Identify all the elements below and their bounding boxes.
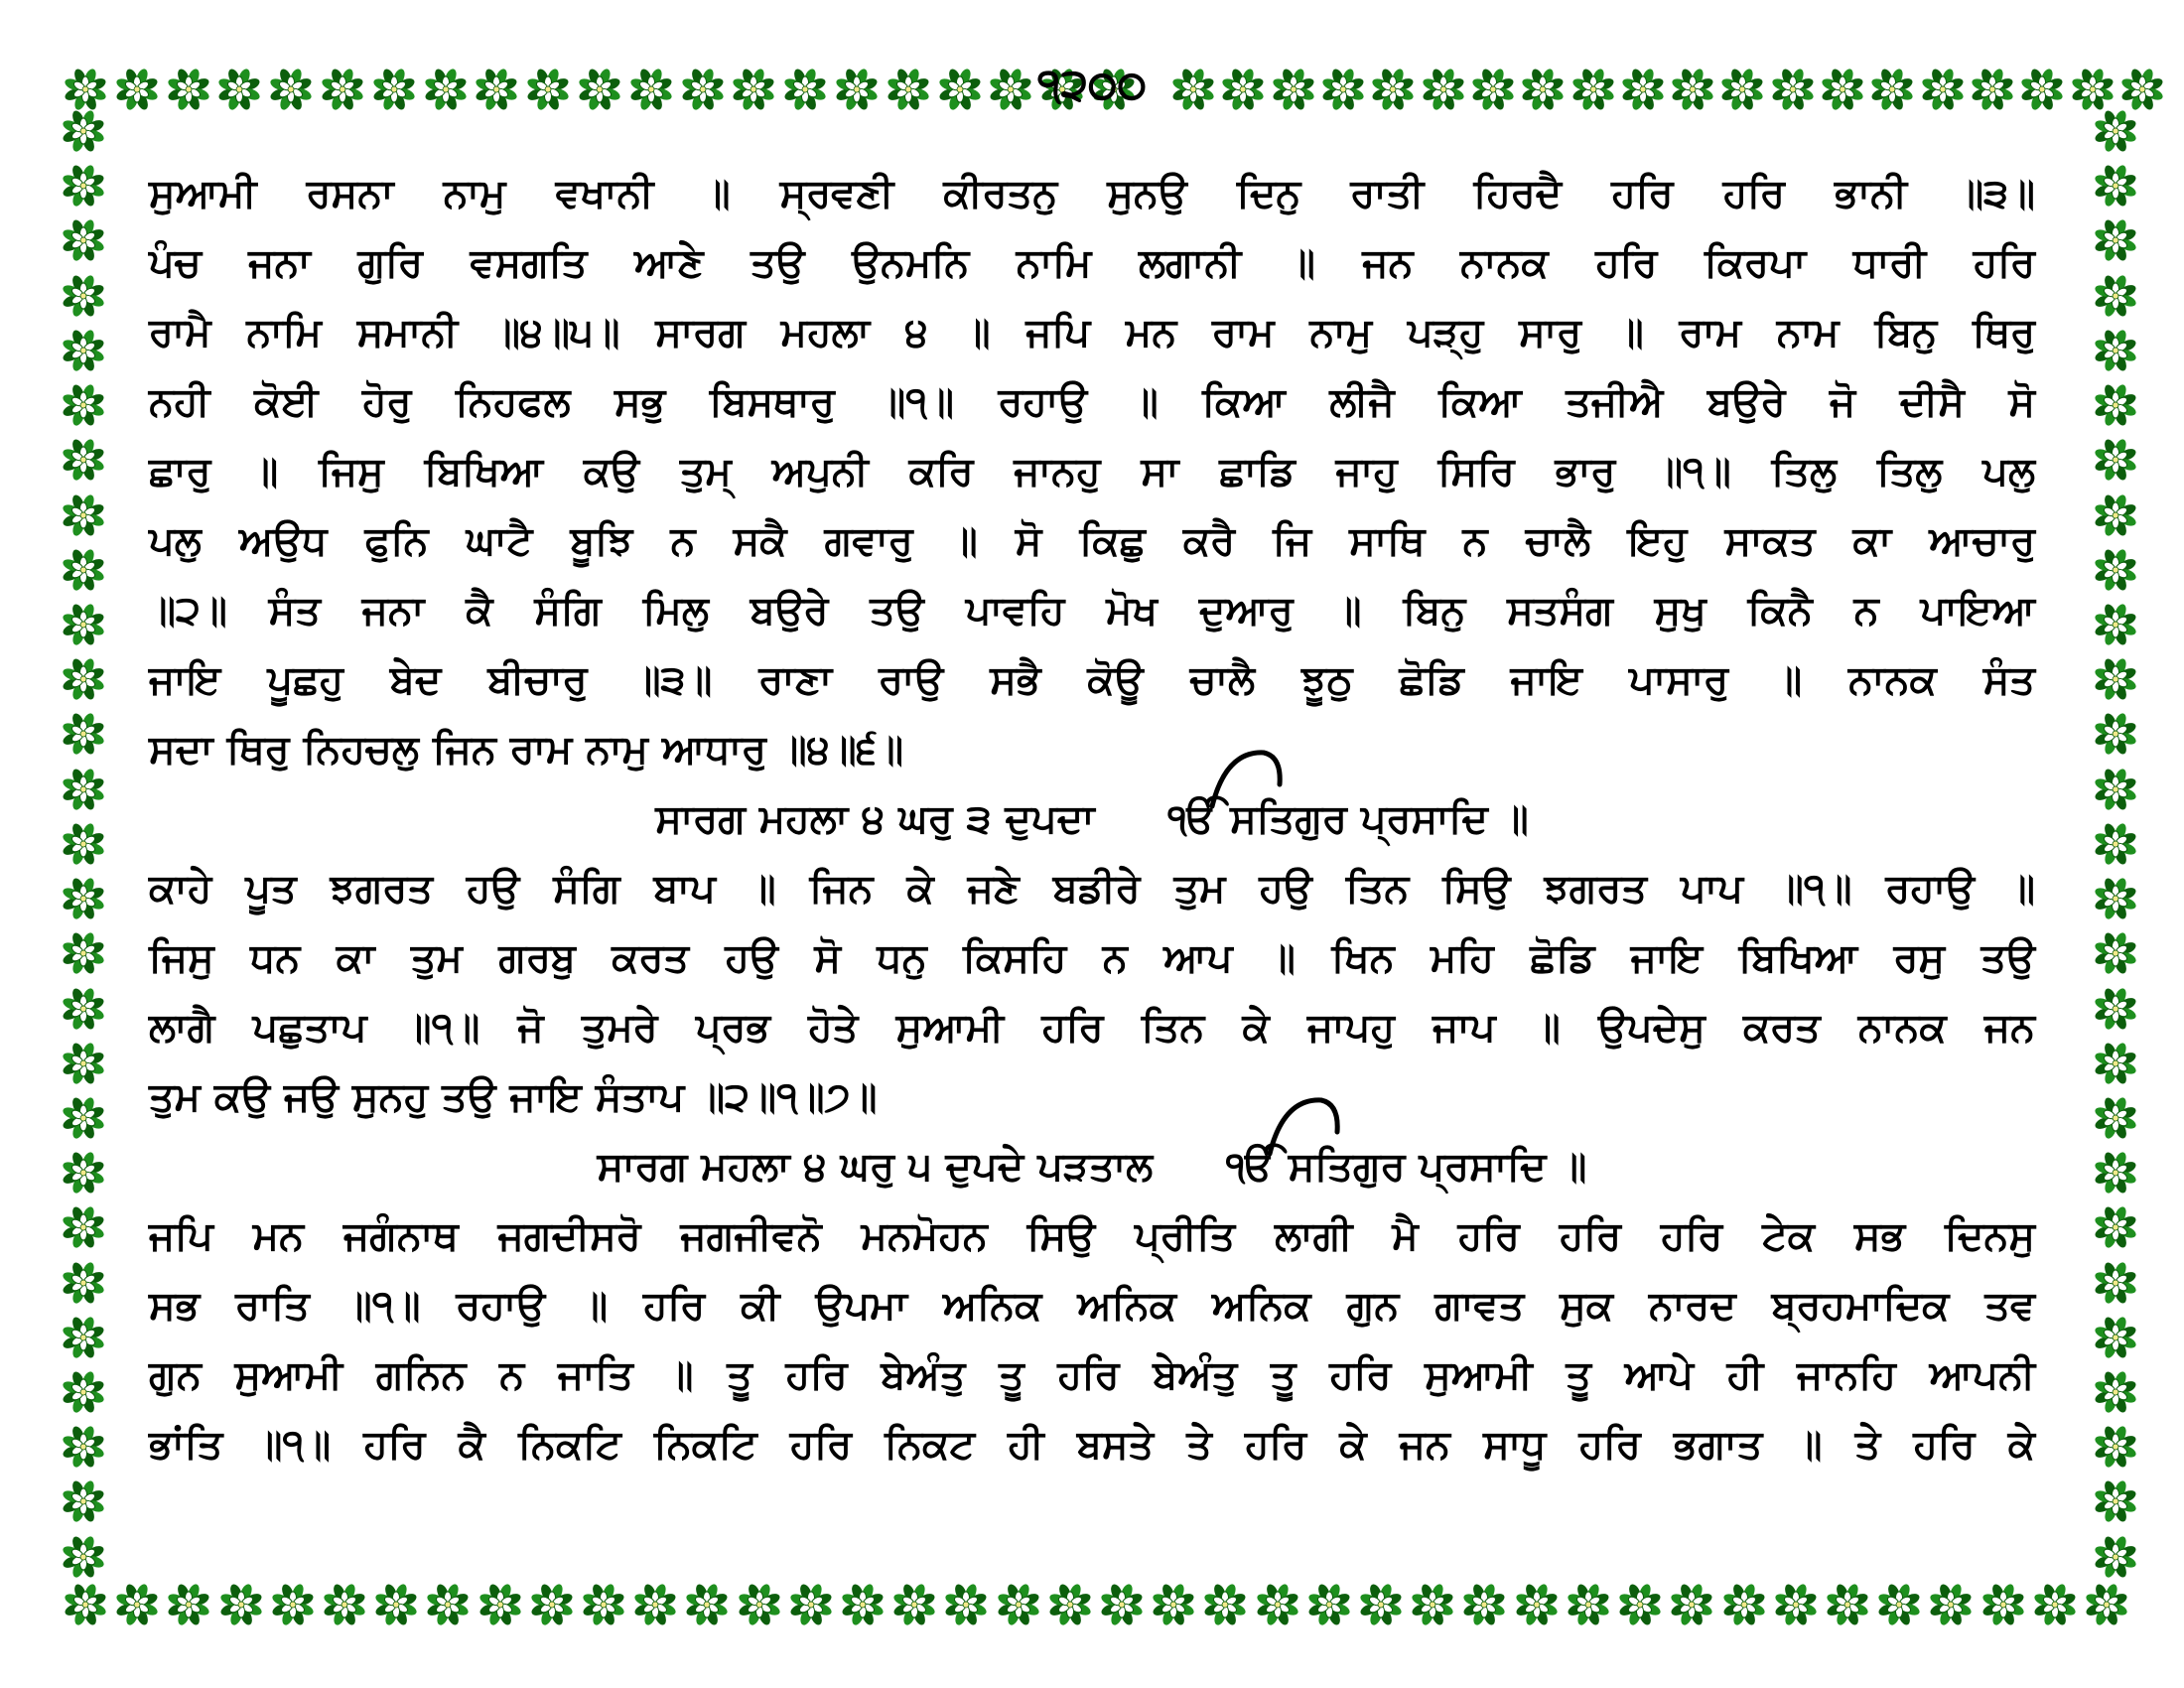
flower-icon	[1100, 1583, 1144, 1626]
flower-icon	[372, 68, 416, 111]
flower-icon	[1515, 1583, 1559, 1626]
flower-icon	[62, 712, 105, 756]
flower-icon	[115, 68, 159, 111]
flower-icon	[1720, 68, 1764, 111]
left-border	[58, 109, 109, 1579]
text-line: ਭਾਂਤਿ ॥੧॥ ਹਰਿ ਕੈ ਨਿਕਟਿ ਨਿਕਟਿ ਹਰਿ ਨਿਕਟ ਹੀ ਬਸਤੇ ਤੇ ਹਰਿ ਕੇ ਜਨ ਸਾਧੂ ਹਰਿ ਭਗਾਤ ॥ ਤੇ ਹਰਿ ਕੇ	[149, 1422, 2035, 1468]
flower-icon	[2094, 768, 2137, 811]
flower-icon	[1971, 68, 2014, 111]
flower-icon	[62, 1151, 105, 1195]
flower-icon	[271, 1583, 315, 1626]
flower-icon	[2020, 68, 2064, 111]
flower-icon	[217, 68, 261, 111]
text-line: ਪੰਚ ਜਨਾ ਗੁਰਿ ਵਸਗਤਿ ਆਣੇ ਤਉ ਉਨਮਨਿ ਨਾਮਿ ਲਗਾਨੀ ॥ ਜਨ ਨਾਨਕ ਹਰਿ ਕਿਰਪਾ ਧਾਰੀ ਹਰਿ	[149, 240, 2035, 286]
flower-icon	[62, 218, 105, 262]
flower-icon	[887, 68, 930, 111]
flower-icon	[2094, 1261, 2137, 1305]
flower-icon	[2094, 1151, 2137, 1195]
flower-icon	[478, 1583, 522, 1626]
flower-icon	[62, 1261, 105, 1305]
flower-icon	[62, 987, 105, 1031]
flower-icon	[1307, 1583, 1351, 1626]
flower-icon	[1621, 68, 1665, 111]
flower-icon	[1471, 68, 1515, 111]
top-border-left	[64, 64, 1136, 115]
flower-icon	[62, 1316, 105, 1359]
flower-icon	[1821, 68, 1864, 111]
scripture-text	[149, 159, 2035, 1479]
flower-icon	[1722, 1583, 1766, 1626]
flower-icon	[475, 68, 518, 111]
flower-icon	[2085, 1583, 2128, 1626]
flower-icon	[1152, 1583, 1195, 1626]
bottom-border	[64, 1579, 2128, 1630]
ik-onkar-invocation	[1226, 1132, 1586, 1201]
flower-icon	[2094, 1425, 2137, 1469]
text-line: ਰਾਮੈ ਨਾਮਿ ਸਮਾਨੀ ॥੪॥੫॥ ਸਾਰਗ ਮਹਲਾ ੪ ॥ ਜਪਿ ਮਨ ਰਾਮ ਨਾਮੁ ਪੜ੍ਹੁ ਸਾਰੁ ॥ ਰਾਮ ਨਾਮ ਬਿਨੁ ਥਿਰੁ	[149, 310, 2035, 355]
flower-icon	[2094, 109, 2137, 153]
flower-icon	[62, 164, 105, 208]
flower-icon	[783, 68, 827, 111]
flower-icon	[1771, 68, 1815, 111]
flower-icon	[1272, 68, 1315, 111]
flower-icon	[1618, 1583, 1662, 1626]
flower-icon	[2033, 1583, 2077, 1626]
page-number: ੧੨੦੦	[1036, 60, 1148, 110]
flower-icon	[997, 1583, 1040, 1626]
flower-icon	[64, 1583, 107, 1626]
flower-icon	[167, 68, 210, 111]
flower-icon	[2094, 493, 2137, 537]
flower-icon	[2094, 383, 2137, 427]
flower-icon	[1877, 1583, 1921, 1626]
flower-icon	[681, 68, 725, 111]
flower-icon	[1422, 68, 1465, 111]
flower-icon	[2094, 987, 2137, 1031]
text-line: ਸੁਆਮੀ ਰਸਨਾ ਨਾਮੁ ਵਖਾਨੀ ॥ ਸ੍ਰਵਣੀ ਕੀਰਤਨੁ ਸੁਨਉ ਦਿਨੁ ਰਾਤੀ ਹਿਰਦੈ ਹਰਿ ਹਰਿ ਭਾਨੀ ॥੩॥	[149, 171, 2035, 216]
flower-icon	[64, 68, 107, 111]
flower-icon	[530, 1583, 574, 1626]
flower-icon	[582, 1583, 625, 1626]
flower-icon	[841, 1583, 885, 1626]
heading-title: ਸਾਰਗ ਮਹਲਾ ੪ ਘਰੁ ੩ ਦੁਪਦਾ	[655, 796, 1095, 842]
flower-icon	[374, 1583, 418, 1626]
flower-icon	[62, 109, 105, 153]
flower-icon	[1571, 68, 1615, 111]
flower-icon	[1929, 1583, 1973, 1626]
flower-icon	[62, 1205, 105, 1249]
flower-icon	[62, 1425, 105, 1469]
flower-icon	[62, 274, 105, 318]
heading-title: ਸਾਰਗ ਮਹਲਾ ੪ ਘਰੁ ੫ ਦੁਪਦੇ ਪੜਤਾਲ	[597, 1144, 1154, 1190]
flower-icon	[219, 1583, 263, 1626]
text-line: ਗੁਨ ਸੁਆਮੀ ਗਨਿਨ ਨ ਜਾਤਿ ॥ ਤੂ ਹਰਿ ਬੇਅੰਤੁ ਤੂ ਹਰਿ ਬੇਅੰਤੁ ਤੂ ਹਰਿ ਸੁਆਮੀ ਤੂ ਆਪੇ ਹੀ ਜਾਨਹਿ ਆਪਨੀ	[149, 1352, 2035, 1398]
flower-icon	[62, 438, 105, 482]
flower-icon	[732, 68, 775, 111]
flower-icon	[789, 1583, 833, 1626]
right-border	[2090, 109, 2141, 1579]
flower-icon	[62, 603, 105, 646]
flower-icon	[2094, 329, 2137, 372]
flower-icon	[2094, 1205, 2137, 1249]
flower-icon	[2094, 931, 2137, 975]
flower-icon	[62, 1479, 105, 1523]
onkar-arc-icon	[1206, 745, 1286, 814]
flower-icon	[1567, 1583, 1610, 1626]
flower-icon	[1670, 1583, 1713, 1626]
flower-icon	[1774, 1583, 1818, 1626]
flower-icon	[424, 68, 468, 111]
flower-icon	[269, 68, 313, 111]
flower-icon	[115, 1583, 159, 1626]
flower-icon	[685, 1583, 729, 1626]
flower-icon	[2094, 164, 2137, 208]
flower-icon	[62, 1042, 105, 1085]
flower-icon	[738, 1583, 781, 1626]
flower-icon	[2094, 657, 2137, 701]
flower-icon	[167, 1583, 210, 1626]
flower-icon	[2094, 1042, 2137, 1085]
top-border-right	[1171, 64, 2164, 115]
flower-icon	[2094, 274, 2137, 318]
section-heading	[149, 784, 2035, 854]
section-heading	[149, 1132, 2035, 1201]
flower-icon	[323, 1583, 366, 1626]
flower-icon	[2094, 218, 2137, 262]
flower-icon	[2094, 712, 2137, 756]
flower-icon	[526, 68, 570, 111]
flower-icon	[892, 1583, 936, 1626]
flower-icon	[1671, 68, 1714, 111]
flower-icon	[1981, 1583, 2025, 1626]
flower-icon	[629, 68, 673, 111]
flower-icon	[62, 548, 105, 592]
flower-icon	[633, 1583, 677, 1626]
flower-icon	[62, 931, 105, 975]
flower-icon	[62, 822, 105, 866]
flower-icon	[62, 493, 105, 537]
flower-icon	[62, 329, 105, 372]
flower-icon	[1826, 1583, 1869, 1626]
flower-icon	[62, 877, 105, 920]
flower-icon	[321, 68, 364, 111]
flower-icon	[1921, 68, 1965, 111]
text-line: ਤੁਮ ਕਉ ਜਉ ਸੁਨਹੁ ਤਉ ਜਾਇ ਸੰਤਾਪ ॥੨॥੧॥੭॥	[149, 1074, 878, 1120]
flower-icon	[2094, 1535, 2137, 1579]
flower-icon	[1411, 1583, 1454, 1626]
flower-icon	[426, 1583, 470, 1626]
ik-onkar-invocation	[1168, 784, 1529, 854]
text-line: ਜਿਸੁ ਧਨ ਕਾ ਤੁਮ ਗਰਬੁ ਕਰਤ ਹਉ ਸੋ ਧਨੁ ਕਿਸਹਿ ਨ ਆਪ ॥ ਖਿਨ ਮਹਿ ਛੋਡਿ ਜਾਇ ਬਿਖਿਆ ਰਸੁ ਤਉ	[149, 935, 2035, 981]
text-line: ਲਾਗੈ ਪਛੁਤਾਪ ॥੧॥ ਜੋ ਤੁਮਰੇ ਪ੍ਰਭ ਹੋਤੇ ਸੁਆਮੀ ਹਰਿ ਤਿਨ ਕੇ ਜਾਪਹੁ ਜਾਪ ॥ ਉਪਦੇਸੁ ਕਰਤ ਨਾਨਕ ਜਨ	[149, 1005, 2035, 1051]
flower-icon	[62, 657, 105, 701]
flower-icon	[62, 383, 105, 427]
flower-icon	[62, 1370, 105, 1414]
flower-icon	[1256, 1583, 1299, 1626]
text-line: ਨਹੀ ਕੋਈ ਹੋਰੁ ਨਿਹਫਲ ਸਭੁ ਬਿਸਥਾਰੁ ॥੧॥ ਰਹਾਉ ॥ ਕਿਆ ਲੀਜੈ ਕਿਆ ਤਜੀਐ ਬਉਰੇ ਜੋ ਦੀਸੈ ਸੋ	[149, 379, 2035, 425]
flower-icon	[62, 1535, 105, 1579]
flower-icon	[1048, 1583, 1092, 1626]
flower-icon	[835, 68, 879, 111]
flower-icon	[62, 1096, 105, 1140]
flower-icon	[2071, 68, 2115, 111]
flower-icon	[1521, 68, 1565, 111]
flower-icon	[1359, 1583, 1403, 1626]
flower-icon	[578, 68, 621, 111]
flower-icon	[2094, 438, 2137, 482]
flower-icon	[2094, 548, 2137, 592]
invocation-text: ੴ ਸਤਿਗੁਰ ਪ੍ਰਸਾਦਿ ॥	[1226, 1144, 1587, 1190]
text-line: ਸਭ ਰਾਤਿ ॥੧॥ ਰਹਾਉ ॥ ਹਰਿ ਕੀ ਉਪਮਾ ਅਨਿਕ ਅਨਿਕ ਅਨਿਕ ਗੁਨ ਗਾਵਤ ਸੁਕ ਨਾਰਦ ਬ੍ਰਹਮਾਦਿਕ ਤਵ	[149, 1283, 2035, 1329]
flower-icon	[2094, 877, 2137, 920]
flower-icon	[2094, 1316, 2137, 1359]
flower-icon	[62, 768, 105, 811]
flower-icon	[1203, 1583, 1247, 1626]
flower-icon	[2094, 603, 2137, 646]
flower-icon	[1462, 1583, 1506, 1626]
onkar-arc-icon	[1264, 1092, 1343, 1162]
flower-icon	[938, 68, 982, 111]
text-line: ਜਪਿ ਮਨ ਜਗੰਨਾਥ ਜਗਦੀਸਰੋ ਜਗਜੀਵਨੋ ਮਨਮੋਹਨ ਸਿਉ ਪ੍ਰੀਤਿ ਲਾਗੀ ਮੈ ਹਰਿ ਹਰਿ ਹਰਿ ਟੇਕ ਸਭ ਦਿਨਸੁ	[149, 1213, 2035, 1259]
flower-icon	[2094, 822, 2137, 866]
flower-icon	[2094, 1479, 2137, 1523]
flower-icon	[2120, 68, 2164, 111]
text-line: ਪਲੁ ਅਉਧ ਫੁਨਿ ਘਾਟੈ ਬੂਝਿ ਨ ਸਕੈ ਗਵਾਰੁ ॥ ਸੋ ਕਿਛੁ ਕਰੈ ਜਿ ਸਾਥਿ ਨ ਚਾਲੈ ਇਹੁ ਸਾਕਤ ਕਾ ਆਚਾਰੁ	[149, 518, 2035, 564]
text-line: ਛਾਰੁ ॥ ਜਿਸੁ ਬਿਖਿਆ ਕਉ ਤੁਮ੍ ਅਪੁਨੀ ਕਰਿ ਜਾਨਹੁ ਸਾ ਛਾਡਿ ਜਾਹੁ ਸਿਰਿ ਭਾਰੁ ॥੧॥ ਤਿਲੁ ਤਿਲੁ ਪਲੁ	[149, 449, 2035, 494]
flower-icon	[1221, 68, 1265, 111]
flower-icon	[944, 1583, 988, 1626]
flower-icon	[1321, 68, 1365, 111]
text-line: ॥੨॥ ਸੰਤ ਜਨਾ ਕੈ ਸੰਗਿ ਮਿਲੁ ਬਉਰੇ ਤਉ ਪਾਵਹਿ ਮੋਖ ਦੁਆਰੁ ॥ ਬਿਨੁ ਸਤਸੰਗ ਸੁਖੁ ਕਿਨੈ ਨ ਪਾਇਆ	[149, 588, 2035, 633]
flower-icon	[2094, 1096, 2137, 1140]
text-line: ਜਾਇ ਪੂਛਹੁ ਬੇਦ ਬੀਚਾਰੁ ॥੩॥ ਰਾਣਾ ਰਾਉ ਸਭੈ ਕੋਊ ਚਾਲੈ ਝੂਠੁ ਛੋਡਿ ਜਾਇ ਪਾਸਾਰੁ ॥ ਨਾਨਕ ਸੰਤ	[149, 657, 2035, 703]
invocation-text: ੴ ਸਤਿਗੁਰ ਪ੍ਰਸਾਦਿ ॥	[1167, 796, 1529, 842]
text-line: ਕਾਹੇ ਪੂਤ ਝਗਰਤ ਹਉ ਸੰਗਿ ਬਾਪ ॥ ਜਿਨ ਕੇ ਜਣੇ ਬਡੀਰੇ ਤੁਮ ਹਉ ਤਿਨ ਸਿਉ ਝਗਰਤ ਪਾਪ ॥੧॥ ਰਹਾਉ ॥	[149, 866, 2035, 912]
text-line: ਸਦਾ ਥਿਰੁ ਨਿਹਚਲੁ ਜਿਨ ਰਾਮ ਨਾਮੁ ਆਧਾਰੁ ॥੪॥੬॥	[149, 727, 904, 773]
flower-icon	[1371, 68, 1415, 111]
flower-icon	[2094, 1370, 2137, 1414]
flower-icon	[1870, 68, 1914, 111]
